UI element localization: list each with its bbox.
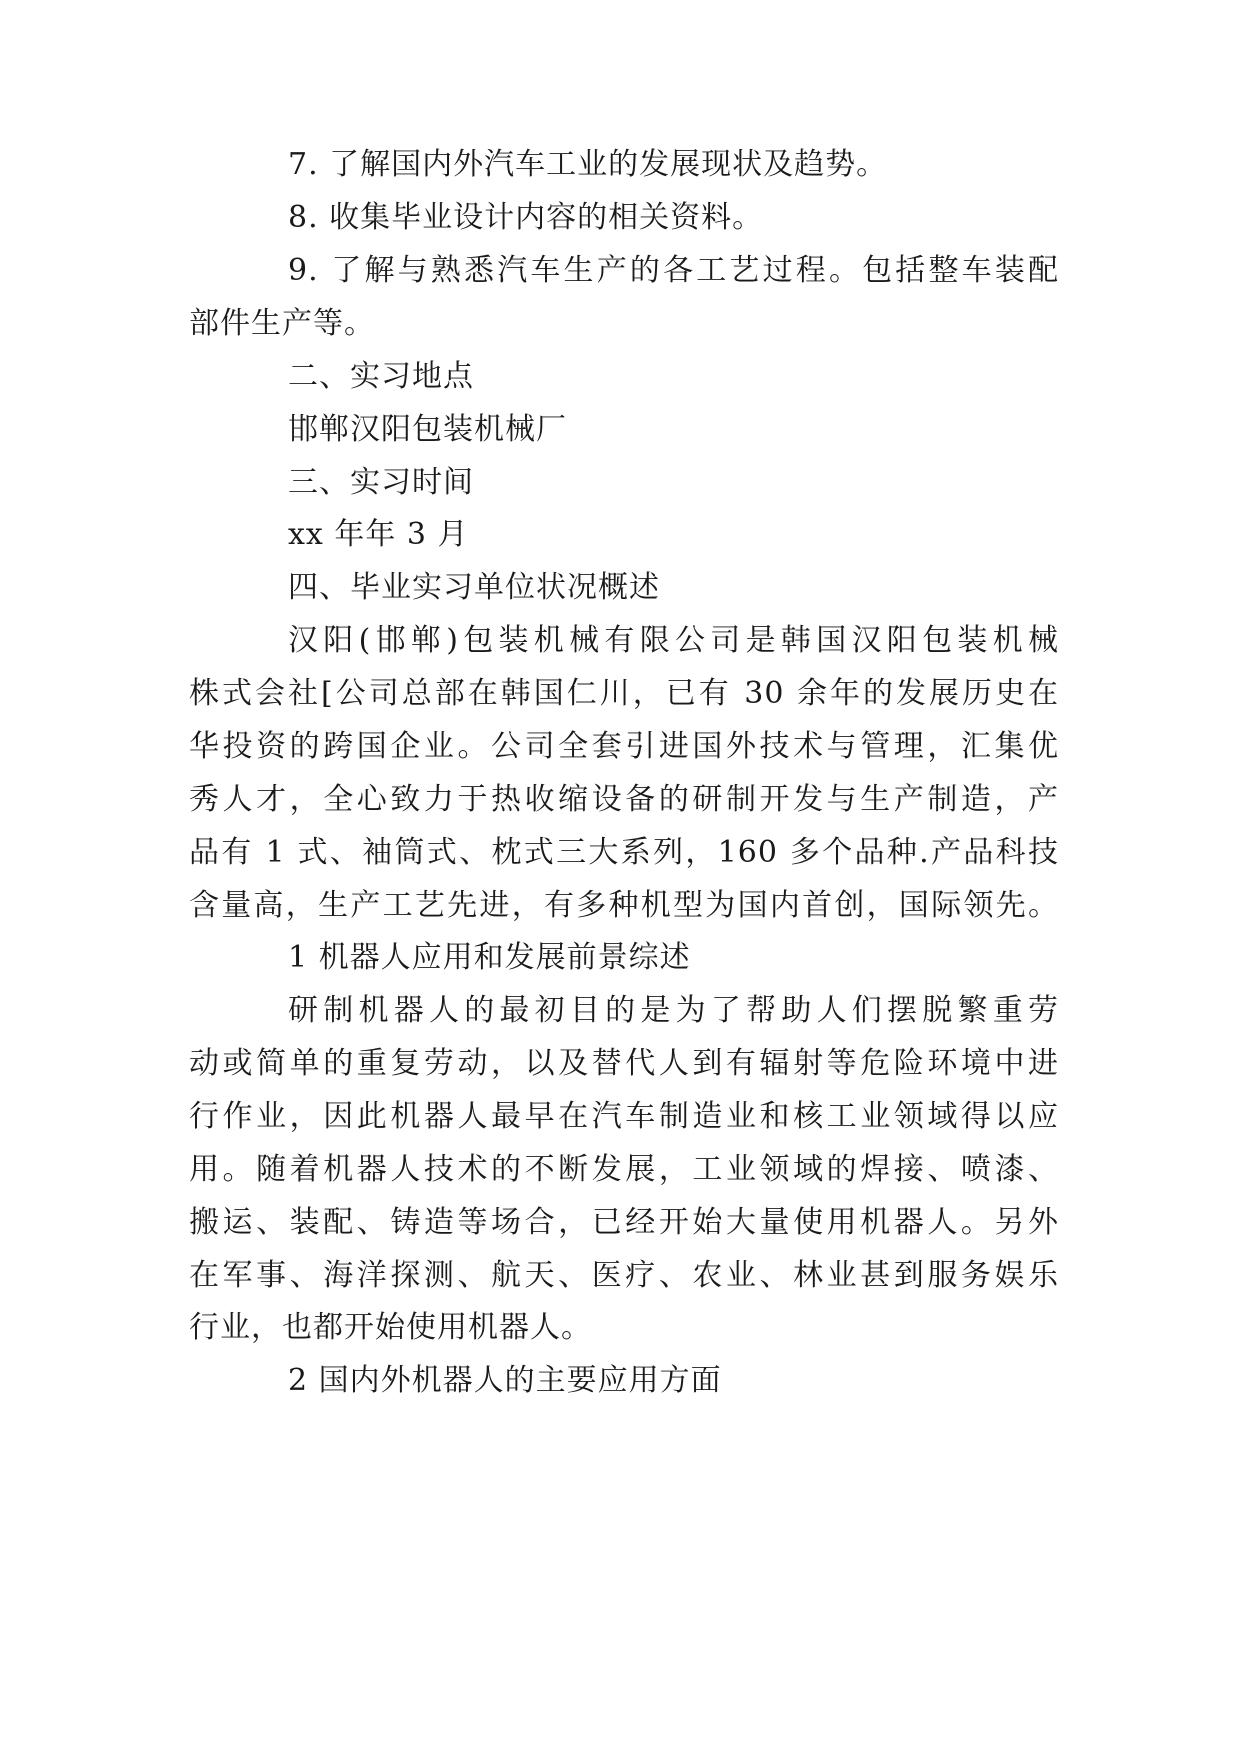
paragraph-line: 汉阳(邯郸)包装机械有限公司是韩国汉阳包装机械	[288, 623, 1059, 658]
paragraph-line: 用。随着机器人技术的不断发展，工业领域的焊接、喷漆、	[189, 1152, 1059, 1187]
location-text: 邯郸汉阳包装机械厂	[288, 412, 567, 447]
paragraph-line: 搬运、装配、铸造等场合，已经开始大量使用机器人。另外	[189, 1205, 1059, 1240]
paragraph-line: 研制机器人的最初目的是为了帮助人们摆脱繁重劳	[288, 993, 1059, 1028]
section-heading-location: 二、实习地点	[288, 359, 474, 394]
subsection-heading-2: 2 国内外机器人的主要应用方面	[288, 1363, 722, 1398]
paragraph-line: 株式会社[公司总部在韩国仁川，已有 30 余年的发展历史在	[189, 676, 1059, 711]
list-item-8: 8. 收集毕业设计内容的相关资料。	[288, 200, 764, 235]
list-item-9-continuation: 部件生产等。	[189, 306, 375, 341]
paragraph-line: 行业，也都开始使用机器人。	[189, 1310, 592, 1345]
paragraph-line: 品有 1 式、袖筒式、枕式三大系列，160 多个品种.产品科技	[189, 835, 1059, 870]
paragraph-line: 在军事、海洋探测、航天、医疗、农业、林业甚到服务娱乐	[189, 1258, 1059, 1293]
time-text: xx 年年 3 月	[288, 517, 469, 552]
list-item-7: 7. 了解国内外汽车工业的发展现状及趋势。	[288, 147, 888, 182]
paragraph-line: 华投资的跨国企业。公司全套引进国外技术与管理，汇集优	[189, 729, 1059, 764]
section-heading-overview: 四、毕业实习单位状况概述	[288, 570, 660, 605]
list-item-9: 9. 了解与熟悉汽车生产的各工艺过程。包括整车装配	[288, 253, 1059, 288]
paragraph-line: 动或简单的重复劳动，以及替代人到有辐射等危险环境中进	[189, 1046, 1059, 1081]
paragraph-line: 秀人才，全心致力于热收缩设备的研制开发与生产制造，产	[189, 782, 1059, 817]
subsection-heading-1: 1 机器人应用和发展前景综述	[288, 940, 691, 975]
section-heading-time: 三、实习时间	[288, 465, 474, 500]
paragraph-line: 含量高，生产工艺先进，有多种机型为国内首创，国际领先。	[189, 888, 1059, 923]
paragraph-line: 行作业，因此机器人最早在汽车制造业和核工业领域得以应	[189, 1099, 1059, 1134]
